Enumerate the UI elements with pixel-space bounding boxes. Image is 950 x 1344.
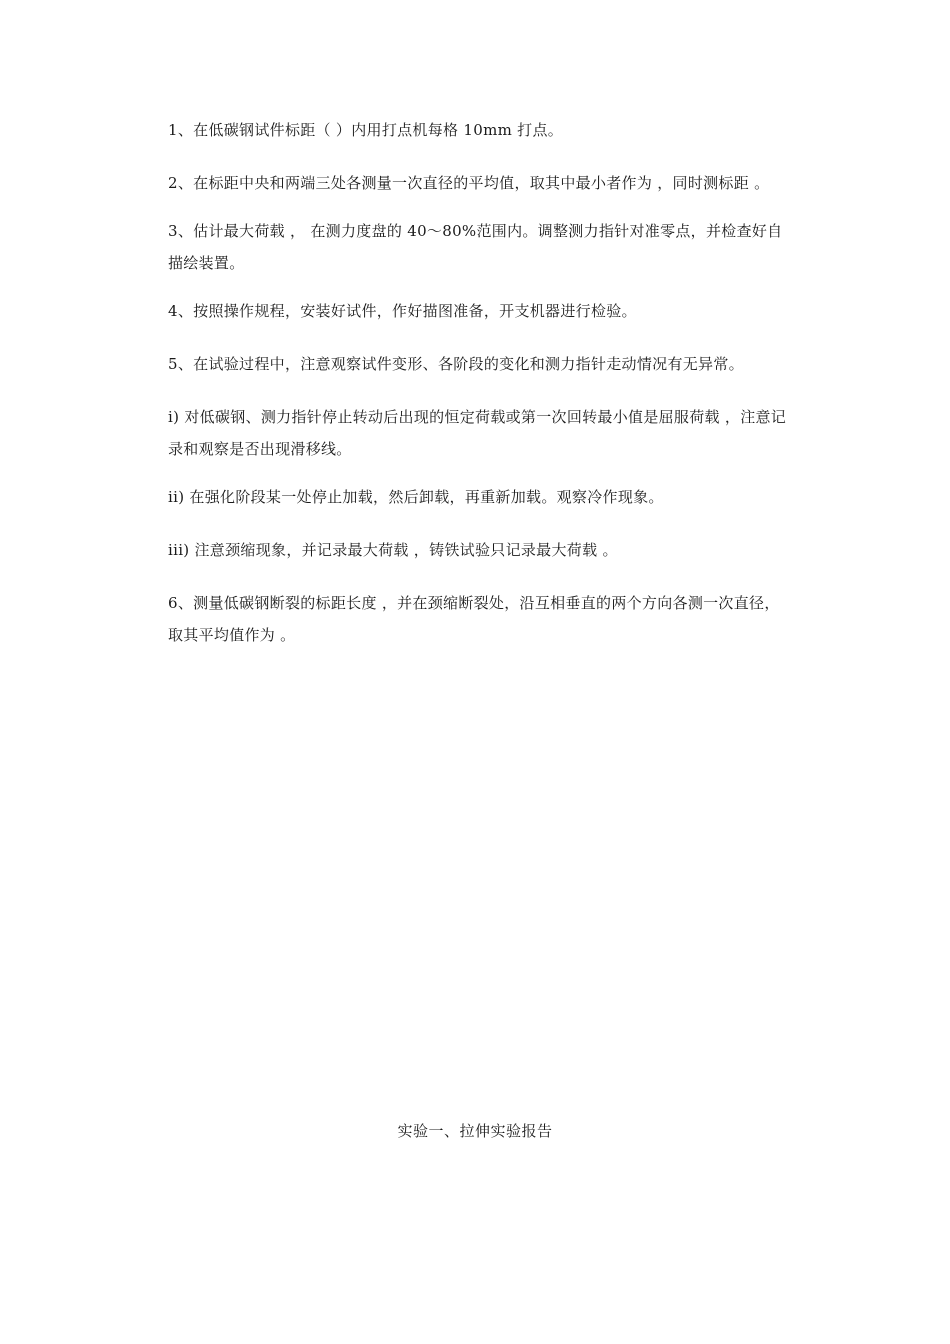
step-5-sub-i: i) 对低碳钢、测力指针停止转动后出现的恒定荷载或第一次回转最小值是屈服荷载 ，注意记录和观察是否出现滑移线。	[168, 408, 787, 458]
report-title: 实验一、拉伸实验报告	[397, 1122, 553, 1140]
step-5-sub-iii: iii) 注意颈缩现象，并记录最大荷载 ，铸铁试验只记录最大荷载 。	[168, 541, 618, 559]
step-5: 5、在试验过程中，注意观察试件变形、各阶段的变化和测力指针走动情况有无异常。	[168, 355, 744, 373]
procedure-steps	[168, 114, 788, 651]
step-2: 2、在标距中央和两端三处各测量一次直径的平均值，取其中最小者作为 ，同时测标距 。	[168, 174, 770, 192]
step-5-sub-ii: ii) 在强化阶段某一处停止加载，然后卸载，再重新加载。观察冷作现象。	[168, 488, 664, 506]
step-6: 6、测量低碳钢断裂的标距长度 ，并在颈缩断裂处，沿互相垂直的两个方向各测一次直径，取其平均值作为 。	[168, 594, 780, 644]
step-1: 1、在低碳钢试件标距（ ）内用打点机每格 10mm 打点。	[168, 121, 564, 139]
step-4: 4、按照操作规程，安装好试件，作好描图准备，开支机器进行检验。	[168, 302, 637, 320]
step-3: 3、估计最大荷载 ， 在测力度盘的 40～80%范围内。调整测力指针对准零点，并检查好自描绘装置。	[168, 222, 783, 272]
